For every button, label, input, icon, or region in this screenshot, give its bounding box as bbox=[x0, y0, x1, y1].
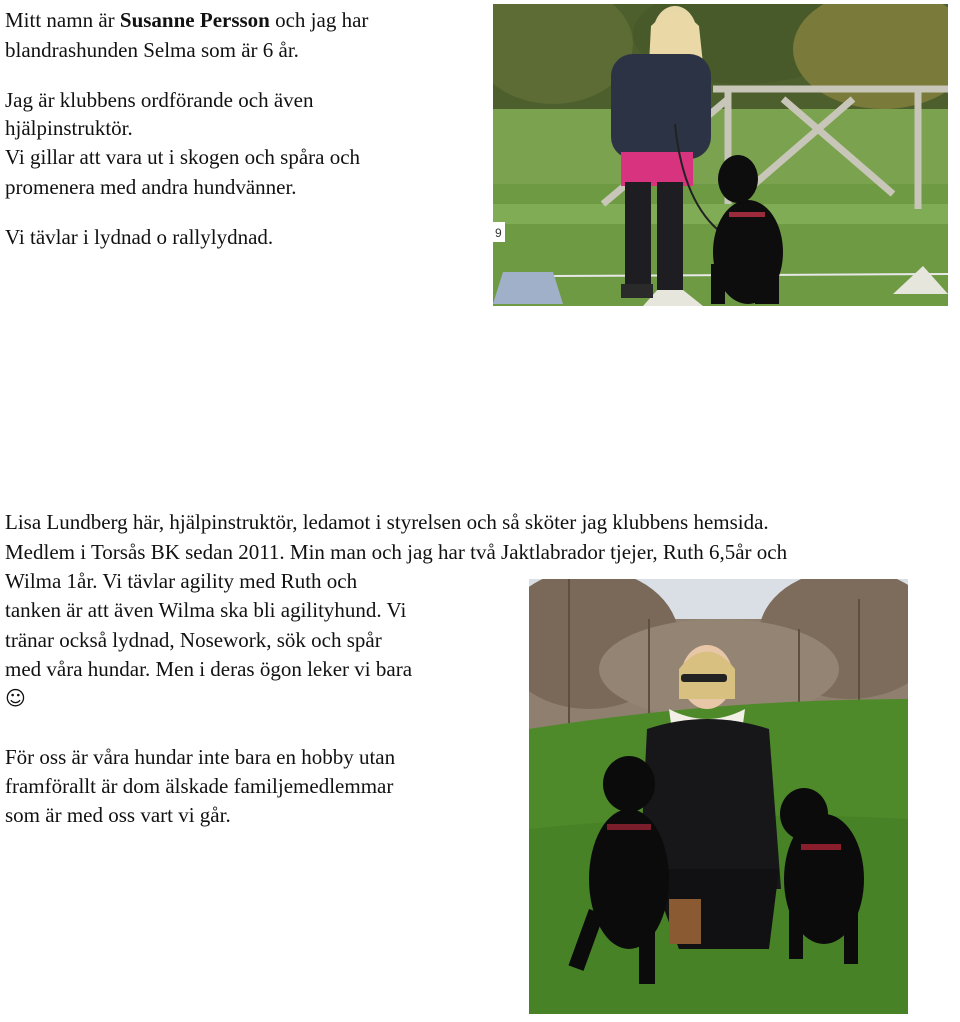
susanne-intro-suffix: och jag har bbox=[269, 8, 369, 32]
susanne-text-line-5: Vi gillar att vara ut i skogen och spåra och bbox=[5, 145, 361, 169]
lisa-text-line-1: Lisa Lundberg här, hjälpinstruktör, ledamot i styrelsen och så sköter jag klubbens hemsida. bbox=[5, 510, 769, 534]
lisa-text-line-4: tanken är att även Wilma ska bli agilityhund. Vi bbox=[5, 598, 407, 622]
smiley-icon: ☺ bbox=[5, 686, 26, 710]
person-with-dog-photo-icon bbox=[493, 4, 948, 306]
susanne-text-line-4: hjälpinstruktör. bbox=[5, 116, 133, 140]
susanne-text-line-2: blandrashunden Selma som är 6 år. bbox=[5, 38, 299, 62]
lisa-text-line-2: Medlem i Torsås BK sedan 2011. Min man och jag har två Jaktlabrador tjejer, Ruth 6,5år och bbox=[5, 540, 788, 564]
susanne-name: Susanne Persson bbox=[119, 8, 270, 32]
susanne-text-line-6: promenera med andra hundvänner. bbox=[5, 175, 297, 199]
susanne-intro-line bbox=[5, 8, 368, 32]
lisa-dogs-photo bbox=[529, 579, 908, 1014]
lisa-text-line-9: framförallt är dom älskade familjemedlemmar bbox=[5, 774, 394, 798]
lisa-text-line-8: För oss är våra hundar inte bara en hobby utan bbox=[5, 745, 396, 769]
woman-with-two-dogs-photo-icon bbox=[529, 579, 908, 1014]
lisa-text-line-3: Wilma 1år. Vi tävlar agility med Ruth och bbox=[5, 569, 358, 593]
lisa-text-line-6: med våra hundar. Men i deras ögon leker vi bara bbox=[5, 657, 413, 681]
lisa-text-line-10: som är med oss vart vi går. bbox=[5, 803, 231, 827]
susanne-text-line-7: Vi tävlar i lydnad o rallylydnad. bbox=[5, 225, 274, 249]
susanne-intro-prefix: Mitt namn är bbox=[5, 8, 120, 32]
sign-number: 9 bbox=[495, 226, 502, 240]
susanne-text-line-3: Jag är klubbens ordförande och även bbox=[5, 88, 314, 112]
susanne-dog-photo bbox=[493, 4, 948, 306]
lisa-text-line-5: tränar också lydnad, Nosework, sök och spår bbox=[5, 628, 382, 652]
